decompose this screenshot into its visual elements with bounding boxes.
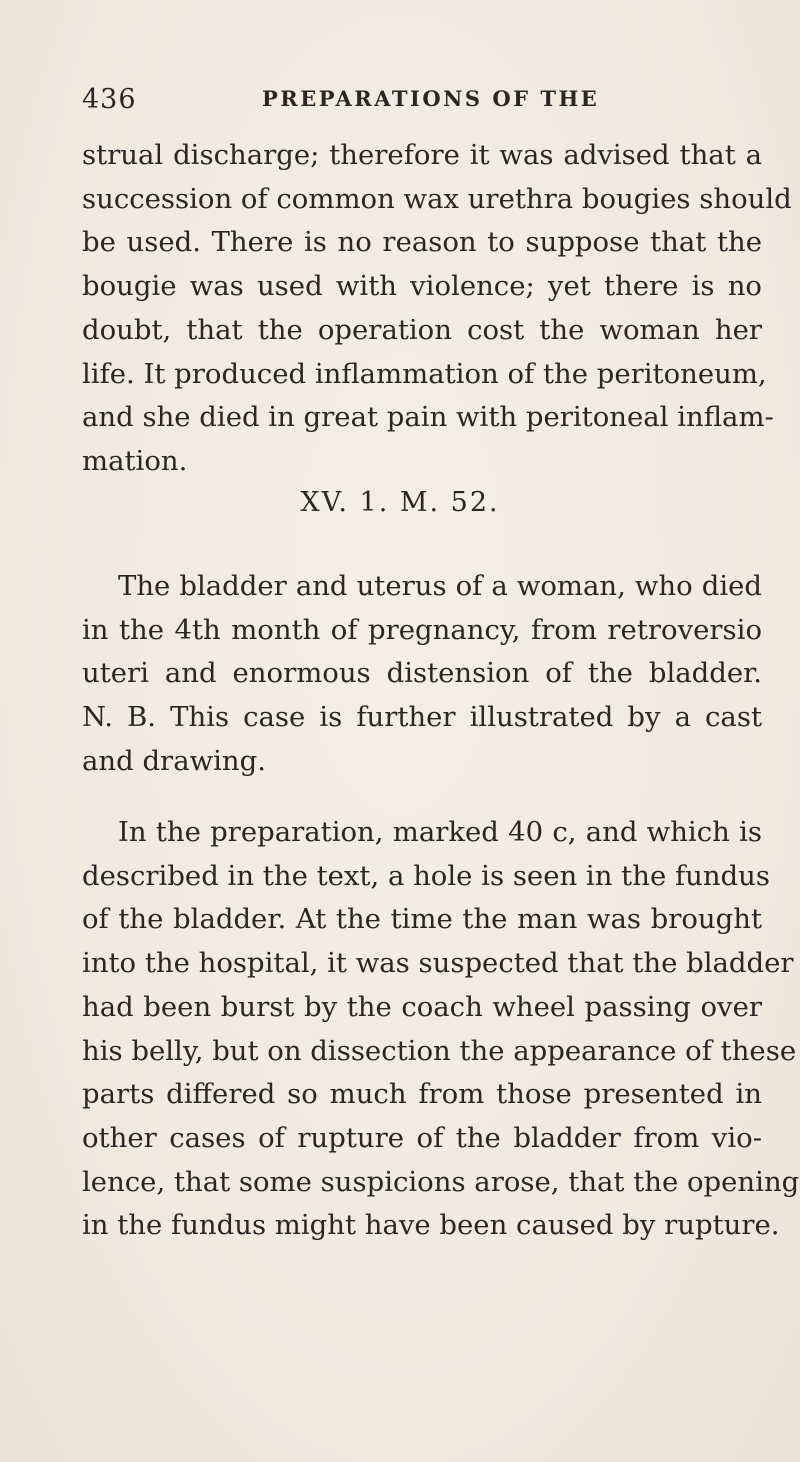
- text-line: and drawing.: [82, 744, 266, 777]
- page-header: [82, 84, 762, 124]
- text-line: bougie was used with violence; yet there is no: [82, 270, 762, 303]
- text-line: of the bladder. At the time the man was brought: [82, 903, 762, 936]
- text-line: N. B. This case is further illustrated by a cast: [82, 701, 762, 734]
- text-line: strual discharge; therefore it was advised that a: [82, 139, 762, 171]
- text-line: and she died in great pain with peritoneal inflam-: [82, 401, 774, 434]
- text-line: had been burst by the coach wheel passing over: [82, 990, 762, 1023]
- page-number: 436: [82, 84, 137, 115]
- text-line: other cases of rupture of the bladder from vio-: [82, 1121, 762, 1154]
- text-line: life. It produced inflammation of the peritoneum,: [82, 357, 767, 390]
- running-title: PREPARATIONS OF THE: [262, 86, 600, 111]
- paragraph-specimen-description: [82, 565, 762, 784]
- text-line: The bladder and uterus of a woman, who died: [118, 570, 762, 602]
- specimen-heading: XV. 1. M. 52.: [300, 487, 500, 518]
- text-line: into the hospital, it was suspected that the bladder: [82, 947, 794, 980]
- text-line: doubt, that the operation cost the woman her: [82, 313, 762, 346]
- text-line: parts differed so much from those presented in: [82, 1078, 762, 1111]
- text-line: be used. There is no reason to suppose that the: [82, 226, 762, 259]
- paragraph-preparation-notes: [82, 811, 800, 1248]
- text-line: uteri and enormous distension of the bladder.: [82, 657, 762, 690]
- text-line: in the 4th month of pregnancy, from retroversio: [82, 613, 762, 646]
- text-line: in the fundus might have been caused by rupture.: [82, 1209, 780, 1242]
- text-line: his belly, but on dissection the appearance of these: [82, 1034, 797, 1067]
- text-line: succession of common wax urethra bougies should: [82, 182, 792, 215]
- text-line: described in the text, a hole is seen in the fundus: [82, 859, 770, 892]
- text-line: In the preparation, marked 40 c, and which is: [118, 816, 762, 848]
- text-line: mation.: [82, 444, 188, 477]
- text-line: lence, that some suspicions arose, that the opening: [82, 1165, 800, 1198]
- paragraph-continuation: [82, 134, 792, 484]
